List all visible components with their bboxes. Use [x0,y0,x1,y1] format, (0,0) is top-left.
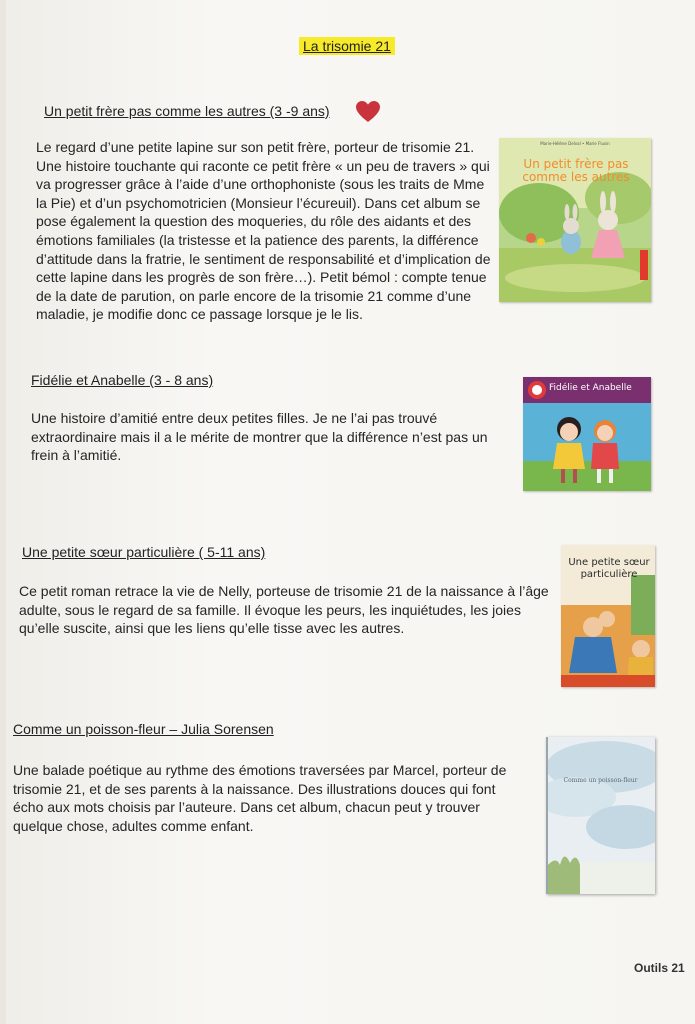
page-title: La trisomie 21 [299,37,395,55]
book-2-description: Une histoire d’amitié entre deux petites filles. Je ne l’ai pas trouvé extraordinaire mais il a le mérite de montrer que la différence n’est pas un frein à l’amitié. [31,410,488,464]
book-4-heading: Comme un poisson-fleur – Julia Sorensen [13,721,274,737]
book-4-cover-title: Comme un poisson-fleur [563,777,638,784]
book-1-cover-authors: Marie-Hélène Delval • Marie Flusin [540,141,610,146]
book-3-description: Ce petit roman retrace la vie de Nelly, porteuse de trisomie 21 de la naissance à l’âge adulte, sous le regard de sa famille. Il évoque les peurs, les inquiétudes, les joies qu’elle suscite, ainsi que les liens qu’elle tisse avec les autres. [19,583,549,637]
book-2-heading: Fidélie et Anabelle (3 - 8 ans) [31,372,214,388]
book-2-cover [523,377,651,491]
document-page [6,0,695,1024]
book-1-cover [499,138,651,302]
book-3-cover-title: Une petite sœur particulière [568,557,650,580]
book-1-cover-title: Un petit frère pas comme les autres [522,157,630,184]
book-3-heading: Une petite sœur particulière ( 5-11 ans) [22,544,266,560]
book-4-cover [546,737,655,894]
page-footer: Outils 21 [634,961,685,975]
book-2-cover-title: Fidélie et Anabelle [549,383,632,393]
book-1-heading: Un petit frère pas comme les autres (3 -9 ans) [44,103,330,119]
book-1-description: Le regard d’une petite lapine sur son petit frère, porteur de trisomie 21. Une histoire touchante qui raconte ce petit frère « un peu de travers » qui va progresser grâce à l’aide d’une orthophoniste (sous les traits de Mme la Pie) et d’un psychomotricien (Monsieur l’écureuil). Dans cet album se pose également la question des moqueries, du rôle des aidants et des émotions familiales (la tristesse et la patience des parents, la différence d’attitude dans la fratrie, le sentiment de responsabilité et d’implication de cette lapine dans les progrès de son frère…). Petit bémol : compte tenue de la date de parution, on parle encore de la trisomie 21 comme d’une maladie, je modifie donc ce passage lorsque je le lis. [36,139,491,323]
book-3-cover [561,545,655,687]
book-4-description: Une balade poétique au rythme des émotions traversées par Marcel, porteur de trisomie 21, et de ses parents à la naissance. Des illustrations douces qui font écho aux mots choisis par l’auteure. Dans cet album, chacun peut y trouver quelque chose, adultes comme enfant. [13,762,507,834]
heart-icon [356,101,380,123]
